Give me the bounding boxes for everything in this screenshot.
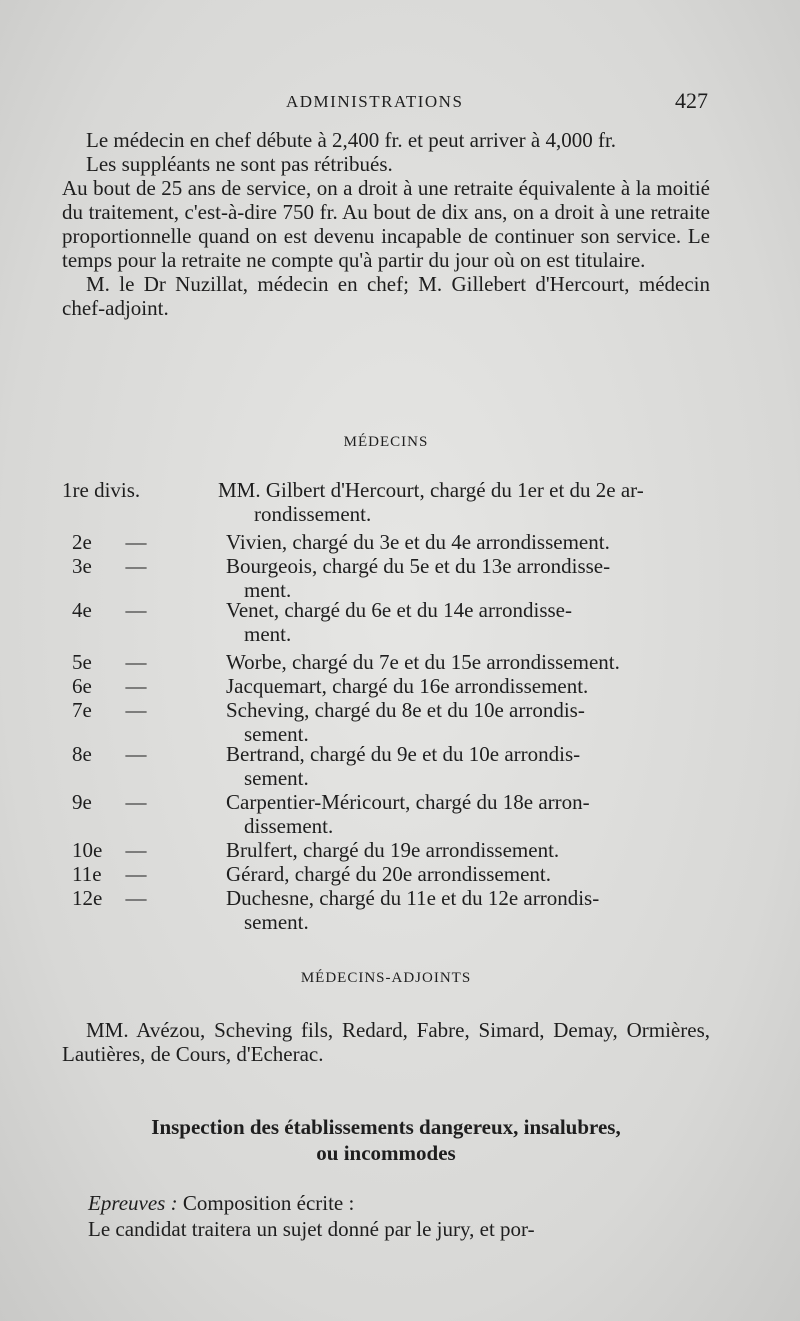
- medecin-entry: Scheving, chargé du 8e et du 10e arrondis-: [226, 698, 585, 722]
- page-number: 427: [675, 88, 708, 113]
- inspection-title-line-2: ou incommodes: [316, 1141, 456, 1165]
- running-title: ADMINISTRATIONS: [286, 92, 464, 111]
- ditto-dash: —: [125, 530, 147, 554]
- division-number: 11e: [72, 862, 102, 886]
- ditto-dash: —: [125, 742, 147, 766]
- division-number: 12e: [72, 886, 103, 910]
- medecin-entry: Worbe, chargé du 7e et du 15e arrondissement.: [226, 650, 620, 674]
- medecin-entry: Vivien, chargé du 3e et du 4e arrondissement.: [226, 530, 610, 554]
- ditto-dash: —: [125, 554, 147, 578]
- epreuves-line: [88, 1190, 710, 1216]
- medecin-entry-continuation: sement.: [244, 766, 309, 790]
- medecin-row: [62, 698, 710, 746]
- ditto-dash: —: [125, 674, 147, 698]
- division-number: 8e: [72, 742, 92, 766]
- division-number: 7e: [72, 698, 92, 722]
- epreuves-label: Epreuves :: [88, 1191, 178, 1215]
- ditto-dash: —: [125, 790, 147, 814]
- medecin-entry-continuation: sement.: [244, 722, 309, 746]
- ditto-dash: —: [125, 598, 147, 622]
- division-number: 1re divis.: [62, 478, 141, 502]
- medecin-row: [62, 554, 710, 602]
- division-number: 6e: [72, 674, 92, 698]
- medecin-entry: Jacquemart, chargé du 16e arrondissement.: [226, 674, 589, 698]
- medecin-row: [62, 742, 710, 790]
- medecin-entry: Gérard, chargé du 20e arrondissement.: [226, 862, 551, 886]
- paragraph-salary: Le médecin en chef débute à 2,400 fr. et peut arriver à 4,000 fr.: [86, 128, 617, 152]
- medecin-entry: Duchesne, chargé du 11e et du 12e arrondis-: [226, 886, 600, 910]
- medecin-row: [62, 674, 710, 698]
- medecin-row: [62, 862, 710, 886]
- inspection-title-line-1: Inspection des établissements dangereux, insalubres,: [151, 1115, 621, 1139]
- ditto-dash: —: [125, 838, 147, 862]
- ditto-dash: —: [125, 698, 147, 722]
- medecin-row: [62, 650, 710, 674]
- inspection-heading: [62, 1114, 710, 1166]
- division-number: 9e: [72, 790, 92, 814]
- medecin-entry-continuation: dissement.: [244, 814, 334, 838]
- ditto-dash: —: [125, 886, 147, 910]
- medecin-entry-continuation: sement.: [244, 910, 309, 934]
- page-header: [62, 88, 710, 118]
- medecin-entry: Bertrand, chargé du 9e et du 10e arrondis-: [226, 742, 581, 766]
- division-number: 3e: [72, 554, 92, 578]
- epreuves-text: Composition écrite :: [182, 1191, 355, 1215]
- medecin-row: [62, 790, 710, 838]
- section-heading-adjoints: MÉDECINS-ADJOINTS: [300, 970, 472, 986]
- medecin-entry: MM. Gilbert d'Hercourt, chargé du 1er et du 2e ar-: [218, 478, 644, 502]
- medecin-entry: Bourgeois, chargé du 5e et du 13e arrondisse-: [226, 554, 611, 578]
- medecin-row: [62, 598, 710, 646]
- medecin-entry: Brulfert, chargé du 19e arrondissement.: [226, 838, 560, 862]
- medecin-row: [62, 530, 710, 554]
- division-number: 10e: [72, 838, 103, 862]
- ditto-dash: —: [125, 650, 147, 674]
- intro-text: [62, 128, 710, 320]
- medecin-entry-continuation: ment.: [244, 578, 292, 602]
- section-heading-medecins: MÉDECINS: [343, 434, 429, 450]
- medecin-row: [62, 838, 710, 862]
- division-number: 4e: [72, 598, 92, 622]
- ditto-dash: —: [125, 862, 147, 886]
- division-number: 5e: [72, 650, 92, 674]
- paragraph-substitutes: Les suppléants ne sont pas rétribués.: [86, 152, 393, 176]
- medecin-row: [62, 886, 710, 934]
- adjoints-paragraph: MM. Avézou, Scheving fils, Redard, Fabre, Simard, Demay, Ormières, Lautières, de Cours, d'Echerac.: [62, 1018, 710, 1066]
- medecin-entry-continuation: ment.: [244, 622, 292, 646]
- medecin-row: [62, 478, 710, 526]
- paragraph-retirement: Au bout de 25 ans de service, on a droit à une retraite équivalente à la moitié du traitement, c'est-à-dire 750 fr. Au bout de dix ans, on a droit à une retraite proportionnelle quand on est devenu incapable de continuer son service. Le temps pour la retraite ne compte qu'à partir du jour où on est titulaire.: [62, 176, 710, 272]
- medecin-entry-continuation: rondissement.: [254, 502, 372, 526]
- candidate-line: Le candidat traitera un sujet donné par le jury, et por-: [88, 1217, 535, 1241]
- medecin-entry: Venet, chargé du 6e et du 14e arrondisse-: [226, 598, 572, 622]
- medecin-entry: Carpentier-Méricourt, chargé du 18e arron-: [226, 790, 590, 814]
- paragraph-chiefs: M. le Dr Nuzillat, médecin en chef; M. Gillebert d'Hercourt, médecin chef-adjoint.: [62, 272, 710, 320]
- division-number: 2e: [72, 530, 92, 554]
